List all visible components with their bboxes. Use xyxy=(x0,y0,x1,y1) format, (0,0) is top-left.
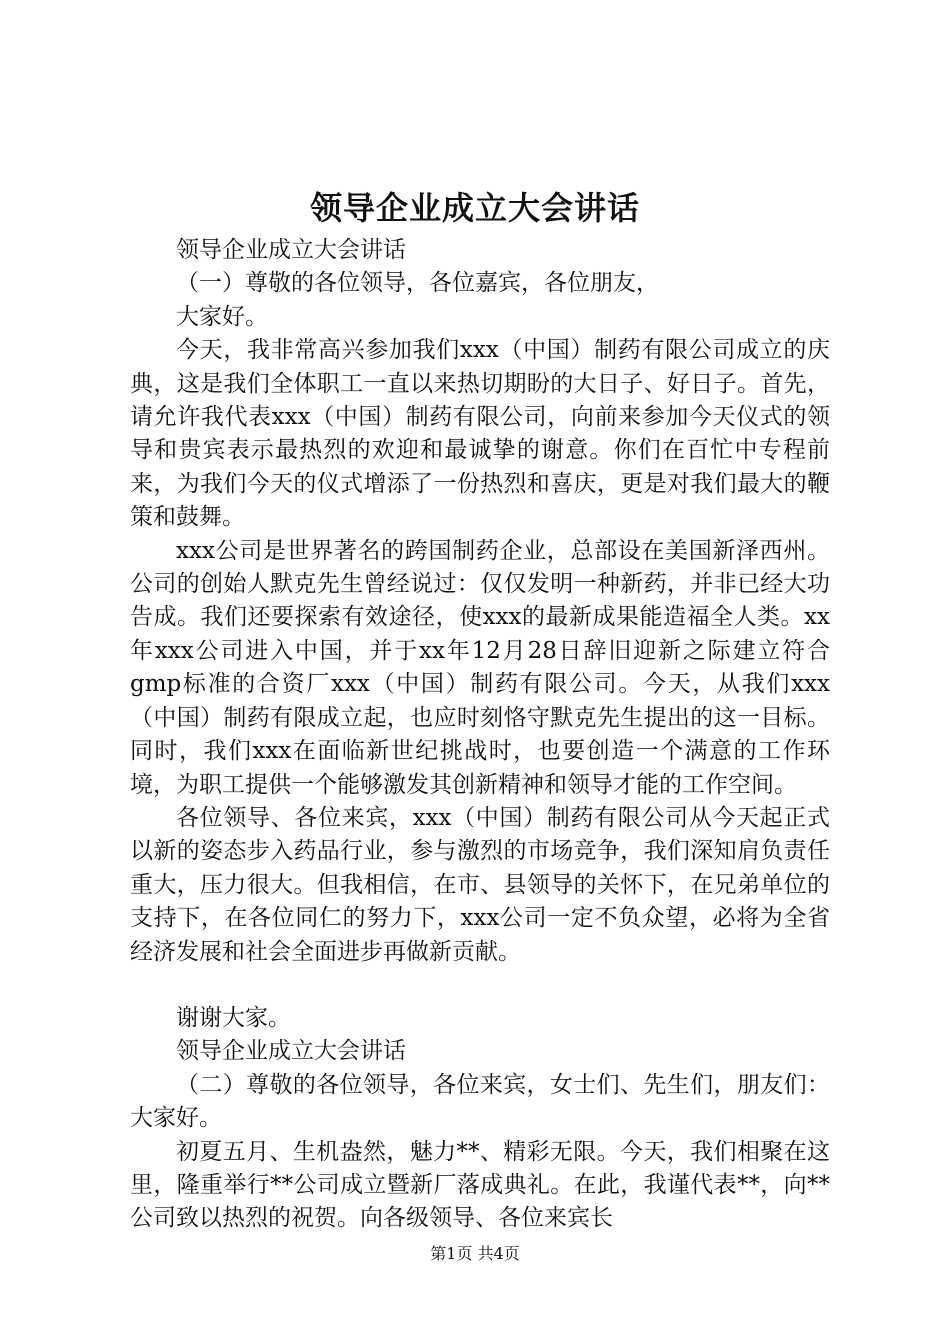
page-footer: 第1页 共4页 xyxy=(430,1244,520,1263)
document-body xyxy=(130,234,830,1236)
paragraph-early-summer: 初夏五月、生机盎然，魅力**、精彩无限。今天，我们相聚在这里，隆重举行**公司成立暨新厂落成典礼。在此，我谨代表**，向**公司致以热烈的祝贺。向各级领导、各位来宾长 xyxy=(130,1138,830,1232)
document-title: 领导企业成立大会讲话 xyxy=(309,189,640,227)
paragraph-commitment: 各位领导、各位来宾，xxx（中国）制药有限公司从今天起正式以新的姿态步入药品行业，参与激烈的市场竞争，我们深知肩负责任重大，压力很大。但我相信，在市、县领导的关怀下，在兄弟单位的支持下，在各位同仁的努力下，xxx公司一定不负众望，必将为全省经济发展和社会全面进步再做新贡献。 xyxy=(130,804,830,965)
paragraph-thanks: 谢谢大家。 xyxy=(176,1004,291,1031)
paragraph-hello: 大家好。 xyxy=(176,303,268,330)
paragraph-company-intro: xxx公司是世界著名的跨国制药企业，总部设在美国新泽西州。公司的创始人默克先生曾经说过：仅仅发明一种新药，并非已经大功告成。我们还要探索有效途径，使xxx的最新成果能造福全人类。xx年xxx公司进入中国，并于xx年12月28日辞旧迎新之际建立符合gmp标准的合资厂xxx（中国）制药有限公司。今天，从我们xxx（中国）制药有限成立起，也应时刻恪守默克先生提出的这一目标。同时，我们xxx在面临新世纪挑战时，也要创造一个满意的工作环境，为职工提供一个能够激发其创新精神和领导才能的工作空间。 xyxy=(130,537,830,798)
paragraph-subtitle-2: 领导企业成立大会讲话 xyxy=(176,1038,406,1065)
paragraph-today: 今天，我非常高兴参加我们xxx（中国）制药有限公司成立的庆典，这是我们全体职工一直以来热切期盼的大日子、好日子。首先，请允许我代表xxx（中国）制药有限公司，向前来参加今天仪式的领导和贵宾表示最热烈的欢迎和最诚挚的谢意。你们在百忙中专程前来，为我们今天的仪式增添了一份热烈和喜庆，更是对我们最大的鞭策和鼓舞。 xyxy=(130,337,830,531)
paragraph-greeting-2: （二）尊敬的各位领导，各位来宾，女士们、先生们，朋友们：大家好。 xyxy=(130,1071,830,1132)
paragraph-gap xyxy=(130,969,830,1002)
paragraph-greeting-1: （一）尊敬的各位领导，各位嘉宾，各位朋友， xyxy=(176,270,659,297)
paragraph-subtitle-1: 领导企业成立大会讲话 xyxy=(176,237,406,263)
